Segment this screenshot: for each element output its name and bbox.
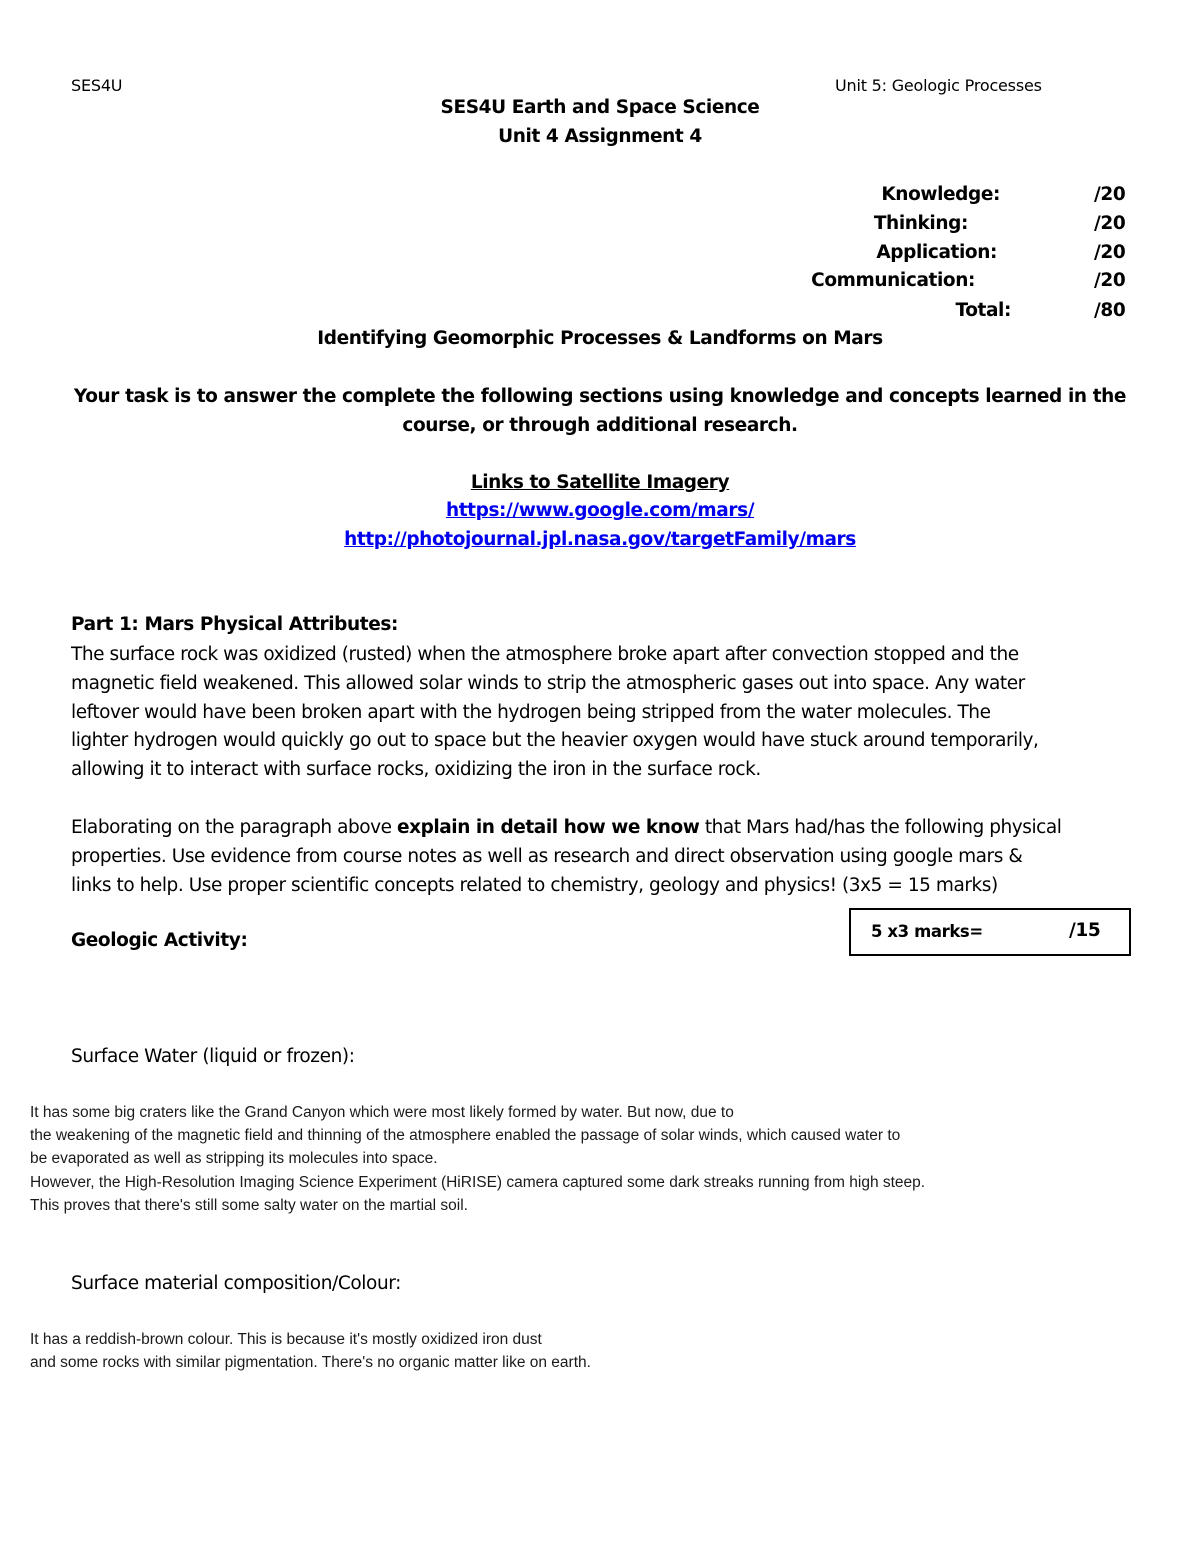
part1-heading: Part 1: Mars Physical Attributes:	[71, 614, 398, 635]
task-instructions-line-2: course, or through additional research.	[402, 415, 798, 436]
link-photojournal-wrapper	[0, 529, 1200, 550]
link-google-mars[interactable]: https://www.google.com/mars/	[445, 500, 755, 521]
document-title: SES4U Earth and Space Science	[440, 97, 760, 118]
marks-label-knowledge: Knowledge:	[881, 184, 1000, 205]
marks-value-application: /20	[1094, 242, 1126, 263]
marks-box-label: 5 x3 marks=	[871, 922, 983, 941]
task-instructions-line-1: Your task is to answer the complete the following sections using knowledge and concepts learned in the	[73, 386, 1127, 407]
surface-water-answer[interactable]	[30, 1101, 925, 1217]
part1-paragraph	[71, 641, 1131, 785]
marks-value-knowledge: /20	[1094, 184, 1126, 205]
marks-value-total: /80	[1094, 300, 1126, 321]
answer-line: and some rocks with similar pigmentation. There's no organic matter like on earth.	[30, 1354, 591, 1372]
marks-label-total: Total:	[955, 300, 1011, 321]
marks-label-thinking: Thinking:	[873, 213, 968, 234]
answer-line: the weakening of the magnetic field and thinning of the atmosphere enabled the passage of solar winds, which caused water to	[30, 1127, 901, 1145]
assignment-subtitle: Identifying Geomorphic Processes & Landforms on Mars	[317, 328, 883, 349]
marks-label-communication: Communication:	[811, 270, 975, 291]
part1-instructions	[71, 814, 1131, 900]
marks-box	[849, 908, 1131, 956]
answer-line: It has a reddish-brown colour. This is because it's mostly oxidized iron dust	[30, 1331, 542, 1348]
answer-line: be evaporated as well as stripping its molecules into space.	[30, 1150, 438, 1168]
part1-paragraph-line: allowing it to interact with surface rocks, oxidizing the iron in the surface rock.	[71, 759, 761, 781]
part1-paragraph-line: leftover would have been broken apart with the hydrogen being stripped from the water molecules. The	[71, 701, 991, 723]
part1-instructions-line-1	[71, 814, 1131, 843]
answer-line: This proves that there's still some salty water on the martial soil.	[30, 1196, 468, 1214]
header-unit-title: Unit 5: Geologic Processes	[835, 76, 1042, 95]
marks-label-application: Application:	[876, 242, 997, 263]
link-nasa-photojournal[interactable]: http://photojournal.jpl.nasa.gov/targetFamily/mars	[344, 529, 856, 550]
assignment-title: Unit 4 Assignment 4	[498, 126, 702, 147]
instructions-emphasis: explain in detail how we know	[397, 817, 700, 838]
marks-value-communication: /20	[1094, 270, 1126, 291]
marks-value-thinking: /20	[1094, 213, 1126, 234]
part1-paragraph-line: lighter hydrogen would quickly go out to space but the heavier oxygen would have stuck around temporarily,	[71, 730, 1039, 752]
instructions-text: that Mars had/has the following physical	[699, 817, 1062, 838]
marks-box-value: /15	[1069, 920, 1101, 941]
part1-paragraph-line: The surface rock was oxidized (rusted) when the atmosphere broke apart after convection stopped and the	[71, 644, 1019, 665]
part1-instructions-line-3: links to help. Use proper scientific concepts related to chemistry, geology and physics! (3x5 = 15 marks)	[71, 874, 998, 896]
geologic-activity-heading: Geologic Activity:	[71, 930, 248, 951]
surface-water-heading: Surface Water (liquid or frozen):	[71, 1046, 355, 1067]
answer-line: It has some big craters like the Grand Canyon which were most likely formed by water. But now, due to	[30, 1104, 734, 1121]
instructions-text: Elaborating on the paragraph above	[71, 817, 397, 838]
surface-material-heading: Surface material composition/Colour:	[71, 1273, 402, 1294]
answer-line: However, the High-Resolution Imaging Science Experiment (HiRISE) camera captured some dark streaks running from high steep.	[30, 1173, 926, 1191]
surface-material-answer[interactable]	[30, 1328, 591, 1374]
link-google-mars-wrapper	[0, 500, 1200, 521]
header-course-code: SES4U	[71, 76, 123, 95]
part1-paragraph-line: magnetic field weakened. This allowed solar winds to strip the atmospheric gases out into space. Any water	[71, 672, 1025, 694]
part1-instructions-line-2: properties. Use evidence from course notes as well as research and direct observation using google mars &	[71, 845, 1023, 867]
links-heading: Links to Satellite Imagery	[470, 472, 730, 493]
